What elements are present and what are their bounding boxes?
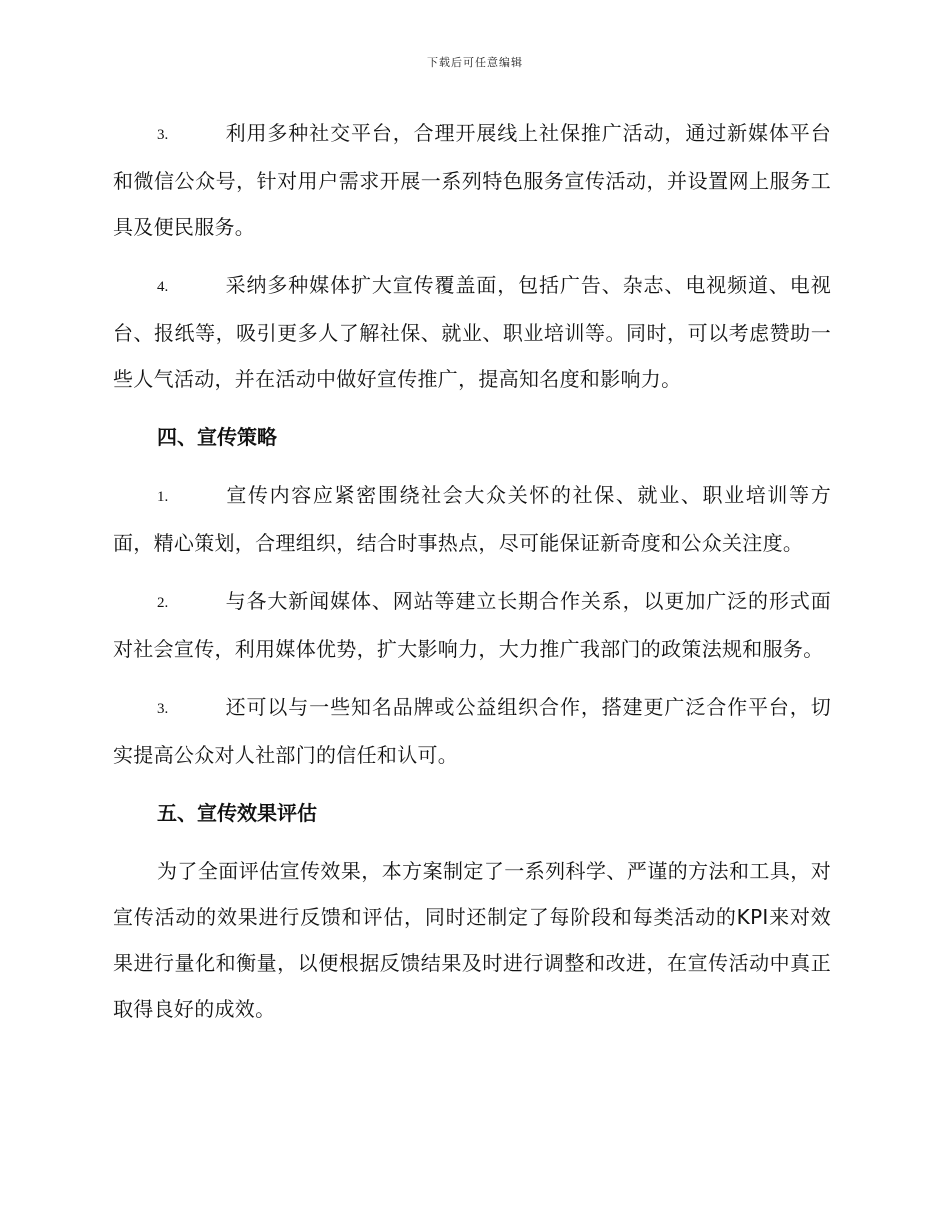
list-number: 2. [157,595,169,611]
list-item-text: 利用多种社交平台，合理开展线上社保推广活动，通过新媒体平台和微信公众号，针对用户需求开展一系列特色服务宣传活动，并设置网上服务工具及便民服务。 [113,121,831,239]
list-number: 3. [157,701,169,717]
list-item-text: 宣传内容应紧密围绕社会大众关怀的社保、就业、职业培训等方面，精心策划，合理组织，结合时事热点，尽可能保证新奇度和公众关注度。 [113,483,831,555]
evaluation-paragraph: 为了全面评估宣传效果，本方案制定了一系列科学、严谨的方法和工具，对宣传活动的效果进行反馈和评估，同时还制定了每阶段和每类活动的KPI来对效果进行量化和衡量，以便根据反馈结果及时进行调整和改进，在宣传活动中真正取得良好的成效。 [113,859,831,1021]
list-number: 4. [157,279,169,295]
list-item-2-media-partnership [113,578,831,672]
list-item-4-media-coverage [113,262,831,402]
list-item-text: 还可以与一些知名品牌或公益组织合作，搭建更广泛合作平台，切实提高公众对人社部门的信任和认可。 [113,695,831,767]
list-number: 1. [157,489,169,505]
page-header: 下载后可任意编辑 [427,56,523,69]
list-item-3-social-platforms [113,110,831,250]
section-heading-strategy: 四、宣传策略 [157,425,277,449]
list-item-text: 采纳多种媒体扩大宣传覆盖面，包括广告、杂志、电视频道、电视台、报纸等，吸引更多人了解社保、就业、职业培训等。同时，可以考虑赞助一些人气活动，并在活动中做好宣传推广，提高知名度和影响力。 [113,273,831,391]
list-item-1-content-focus [113,472,831,566]
section-heading-evaluation: 五、宣传效果评估 [157,801,317,825]
document-body [113,110,831,1044]
list-item-text: 与各大新闻媒体、网站等建立长期合作关系，以更加广泛的形式面对社会宣传，利用媒体优势，扩大影响力，大力推广我部门的政策法规和服务。 [113,589,831,661]
list-item-3-brand-cooperation [113,684,831,778]
list-number: 3. [157,127,169,143]
